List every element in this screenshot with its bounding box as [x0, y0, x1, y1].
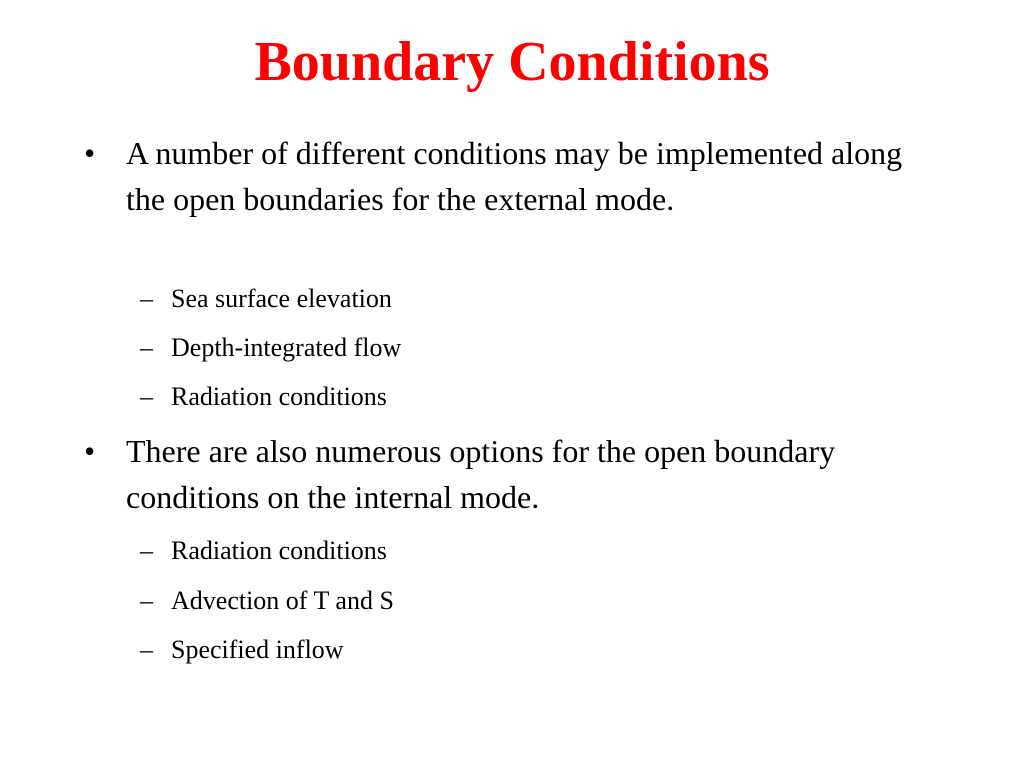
sub-bullet-item	[0, 377, 1024, 417]
sub-bullet-item	[0, 531, 1024, 571]
sub-bullet-dash: –	[140, 382, 153, 411]
bullet-marker: •	[84, 433, 96, 469]
bullet-text: There are also numerous options for the open boundary conditions on the internal mode.	[126, 433, 836, 515]
sub-bullet-dash: –	[140, 284, 153, 313]
sub-bullet-text: Radiation conditions	[171, 382, 387, 411]
bullet-item	[0, 428, 1024, 522]
sub-bullet-text: Specified inflow	[171, 635, 344, 664]
slide-title: Boundary Conditions	[254, 31, 770, 93]
sub-bullet-text: Sea surface elevation	[171, 284, 392, 313]
bullet-item	[0, 130, 1024, 270]
sub-bullet-item	[0, 581, 1024, 621]
sub-bullet-item	[0, 630, 1024, 670]
sub-bullet-dash: –	[140, 333, 153, 362]
sub-bullet-dash: –	[140, 586, 153, 615]
sub-bullet-text: Radiation conditions	[171, 536, 387, 565]
sub-bullet-text: Advection of T and S	[171, 586, 394, 615]
sub-bullet-item	[0, 328, 1024, 368]
sub-bullet-item	[0, 279, 1024, 319]
bullet-marker: •	[84, 135, 96, 171]
sub-bullet-dash: –	[140, 635, 153, 664]
sub-bullet-text: Depth-integrated flow	[171, 333, 402, 362]
sub-bullet-dash: –	[140, 536, 153, 565]
bullet-text: A number of different conditions may be implemented along the open boundaries for the external mode.	[126, 135, 903, 217]
